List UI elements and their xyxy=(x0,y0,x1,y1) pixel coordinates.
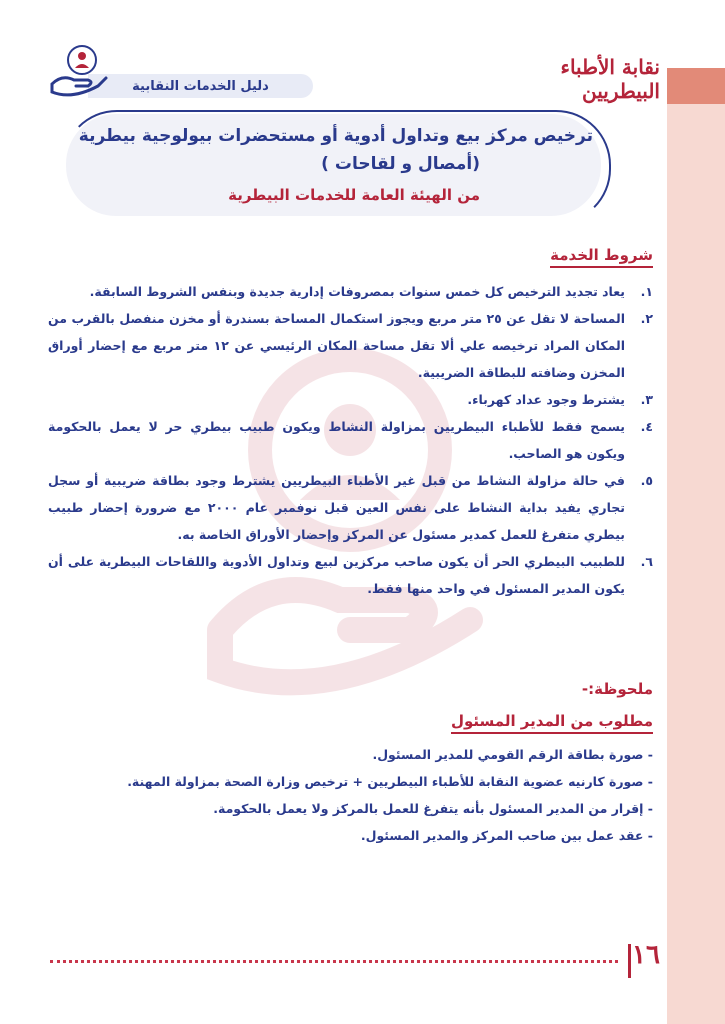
side-decor-strip xyxy=(667,68,725,1024)
list-item: - عقد عمل بين صاحب المركز والمدير المسئول. xyxy=(360,828,653,843)
footer-divider xyxy=(50,960,618,963)
item-text: يسمح فقط للأطباء البيطريين بمزاولة النشاط ويكون طبيب بيطري حر لا يعمل بالحكومة ويكون هو الصاحب. xyxy=(48,419,625,461)
list-item: - صورة كارنيه عضوية النقابة للأطباء البيطريين + ترخيص وزارة الصحة بمزاولة المهنة. xyxy=(127,774,653,789)
item-text: المساحة لا تقل عن ٢٥ متر مربع ويجوز استكمال المساحة بسندرة أو مخزن منفصل بالقرب من المكان المراد ترخيصه علي ألا تقل مساحة المكان الرئيسي عن ١٢ متر مربع مع إحضار أوراق المخزن وضافته للبطاقة الضريبية. xyxy=(48,311,625,380)
list-item xyxy=(48,548,653,602)
page-title-line2: (أمصال و لقاحات ) xyxy=(321,154,480,174)
item-number: ٤. xyxy=(640,419,653,434)
syndicate-logo: نقابة الأطباء البيطريين xyxy=(560,55,660,103)
requirements-heading: مطلوب من المدير المسئول xyxy=(451,712,653,734)
list-item xyxy=(48,467,653,548)
item-number: ٥. xyxy=(640,473,653,488)
list-item: - إقرار من المدير المسئول بأنه يتفرغ للعمل بالمركز ولا يعمل بالحكومة. xyxy=(213,801,653,816)
hand-person-icon xyxy=(48,40,110,102)
page-title-line3: من الهيئة العامة للخدمات البيطرية xyxy=(228,186,480,204)
item-number: ١. xyxy=(640,284,653,299)
item-text: يشترط وجود عداد كهرباء. xyxy=(467,392,625,407)
item-text: للطبيب البيطري الحر أن يكون صاحب مركزين لبيع وتداول الأدوية واللقاحات البيطرية على أن يكون المدير المسئول في واحد منها فقط. xyxy=(48,554,625,596)
list-item xyxy=(48,305,653,386)
item-number: ٢. xyxy=(640,311,653,326)
side-decor-strip-top xyxy=(667,68,725,104)
item-number: ٣. xyxy=(640,392,653,407)
list-item: - صورة بطاقة الرقم القومي للمدير المسئول. xyxy=(372,747,653,762)
list-item xyxy=(48,413,653,467)
list-item xyxy=(48,386,653,413)
page-title-line1: ترخيص مركز بيع وتداول أدوية أو مستحضرات بيولوجية بيطرية xyxy=(78,126,593,146)
conditions-heading: شروط الخدمة xyxy=(550,246,653,268)
requirements-list xyxy=(48,741,653,849)
item-text: يعاد تجديد الترخيص كل خمس سنوات بمصروفات إدارية جديدة وبنفس الشروط السابقة. xyxy=(89,284,625,299)
item-number: ٦. xyxy=(640,554,653,569)
list-item xyxy=(48,278,653,305)
note-heading: ملحوظة:- xyxy=(581,680,653,698)
guide-label-bar: دليل الخدمات النقابية xyxy=(88,74,313,98)
item-text: في حالة مزاولة النشاط من قبل غير الأطباء البيطريين يشترط وجود بطاقة ضريبية أو سجل تجاري يفيد بداية النشاط على نفس العين قبل نوفمبر عام ٢٠٠٠ مع ضرورة إحضار طبيب بيطري متفرغ للعمل كمدير مسئول عن المركز وإحضار الأوراق الخاصة به. xyxy=(48,473,625,542)
conditions-list xyxy=(48,278,653,602)
page-number: ١٦ xyxy=(632,940,660,970)
